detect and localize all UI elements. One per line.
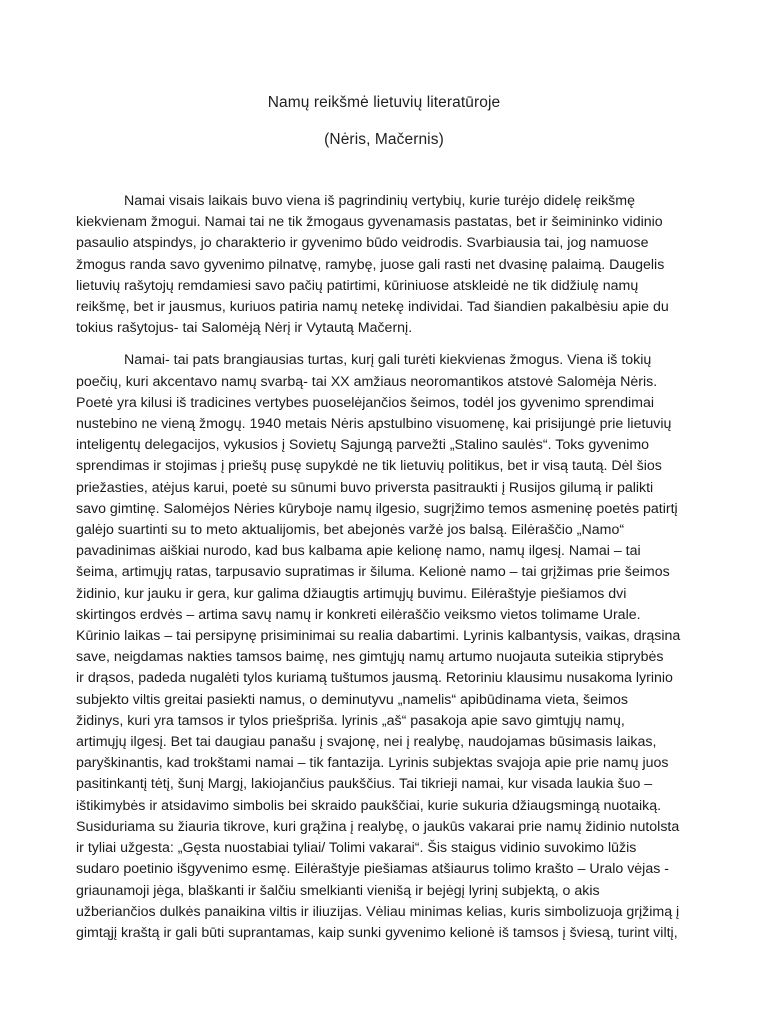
paragraph-line: galėjo suartinti su to meto aktualijomis, bet abejonės varžė jos balsą. Eilėraščio „Namo“ — [76, 522, 625, 539]
paragraph-line: griaunamoji jėga, blaškanti ir šalčiu smelkianti vienišą ir bejėgį lyrinį subjektą, o akis — [76, 882, 600, 899]
paragraph-line: sprendimas ir stojimas į priešų pusę supykdė ne tik lietuvių politikus, bet ir visą tautą. Dėl šios — [76, 458, 662, 475]
paragraph-line: lietuvių rašytojų remdamiesi savo pačių patirtimi, kūriniuose atskleidė ne tik didžiulę namų — [76, 277, 639, 294]
paragraph-line: tokius rašytojus- tai Salomėją Nėrį ir Vytautą Mačernį. — [76, 320, 413, 337]
paragraph-line: inteligentų delegacijos, vykusios į Sovietų Sąjungą parvežti „Stalino saulės“. Toks gyvenimo — [76, 437, 650, 454]
paragraph-line: užberiančios dulkės panaikina viltis ir iliuzijas. Vėliau minimas kelias, kuris simbolizuoja grįžimą į — [76, 903, 680, 920]
paragraph-line: Poetė yra kilusi iš tradicines vertybes puoselėjančios šeimos, todėl jos gyvenimo sprendimai — [76, 394, 655, 411]
paragraph-line: reikšmę, bet ir jausmus, kuriuos patiria namų netekę individai. Tad šiandien pakalbėsiu apie du — [76, 299, 669, 316]
paragraph-line: pavadinimas aiškiai nurodo, kad bus kalbama apie kelionę namo, namų ilgesį. Namai – tai — [76, 543, 641, 560]
paragraph-line: Namai visais laikais buvo viena iš pagrindinių vertybių, kurie turėjo didelę reikšmę — [124, 193, 635, 209]
paragraph-neris — [76, 350, 686, 944]
document-subtitle: (Nėris, Mačernis) — [324, 131, 444, 148]
paragraph-line: ištikimybės ir atsidavimo simbolis bei skraido paukščiai, kurie sukuria džiaugsmingą nuotaiką. — [76, 797, 662, 814]
paragraph-line: pasaulio atspindys, jo charakterio ir gyvenimo būdo veidrodis. Svarbiausia tai, jog namuose — [76, 235, 649, 252]
paragraph-line: ir drąsos, padeda nugalėti tylos kuriamą tuštumos jausmą. Retoriniu klausimu nusakoma lyrinio — [76, 670, 673, 687]
paragraph-line: artimųjų ilgesį. Bet tai daugiau panašu į svajonę, nei į realybę, naudojamas būsimasis laikas, — [76, 734, 657, 751]
paragraph-line: priežasties, atėjus karui, poetė su sūnumi buvo priversta pasitraukti į Rusijos gilumą ir palikti — [76, 479, 654, 496]
paragraph-line: pasitinkantį tėtį, šunį Margį, lakiojančius paukščius. Tai tikrieji namai, kur visada laukia šuo – — [76, 776, 653, 793]
paragraph-line: kiekvienam žmogui. Namai tai ne tik žmogaus gyvenamasis pastatas, bet ir šeimininko vidinio — [76, 214, 663, 231]
paragraph-line: paryškinantis, kad trokštami namai – tik fantazija. Lyrinis subjektas svajoja apie prie namų juos — [76, 755, 669, 772]
paragraph-line: gimtąjį kraštą ir gali būti suprantamas, kaip sunki gyvenimo kelionė iš tamsos į šviesą, turint viltį, — [76, 924, 678, 941]
document-title: Namų reikšmė lietuvių literatūroje — [267, 94, 501, 111]
paragraph-line: šeima, artimųjų ratas, tarpusavio supratimas ir šiluma. Kelionė namo – tai grįžimas prie šeimos — [76, 564, 670, 581]
paragraph-line: sudaro poetinio išgyvenimo esmę. Eilėraštyje piešiamas atšiaurus tolimo krašto – Uralo vėjas - — [76, 861, 669, 878]
paragraph-line: save, neigdamas nakties tamsos baimę, nes gimtųjų namų artumo nuojauta suteikia stiprybės — [76, 649, 664, 666]
paragraph-line: židinys, kuri yra tamsos ir tylos priešpriša. lyrinis „aš“ pasakoja apie savo gimtųjų namų, — [76, 712, 625, 729]
paragraph-line: skirtingos erdvės – artima savų namų ir konkreti eilėraščio veiksmo vietos tolimame Urale. — [76, 606, 641, 623]
paragraph-line: žmogus randa savo gyvenimo pilnatvę, ramybę, juose gali rasti net dvasinę palaimą. Daugelis — [76, 256, 665, 273]
paragraph-line: savo gimtinę. Salomėjos Nėries kūryboje namų ilgesio, sugrįžimo temos asmeninę poetės patirtį — [76, 500, 678, 517]
paragraph-line: poečių, kuri akcentavo namų svarbą- tai XX amžiaus neoromantikos atstovė Salomėja Nėris. — [76, 373, 658, 390]
document-body — [76, 191, 686, 944]
paragraph-line: židinio, kur jauku ir gera, kur galima džiaugtis artimųjų buvimu. Eilėraštyje piešiamos dvi — [76, 585, 627, 602]
paragraph-line: Namai- tai pats brangiausias turtas, kurį gali turėti kiekvienas žmogus. Viena iš tokių — [124, 352, 652, 369]
paragraph-line: Susiduriama su žiauria tikrove, kuri grąžina į realybę, o jaukūs vakarai prie namų židinio nutolsta — [76, 818, 680, 835]
paragraph-line: nustebino ne vieną žmogų. 1940 metais Nėris apstulbino visuomenę, kai prisijungė prie lietuvių — [76, 416, 672, 433]
paragraph-line: subjekto viltis greitai pasiekti namus, o deminutyvu „namelis“ apibūdinama vieta, šeimos — [76, 691, 628, 708]
paragraph-intro — [76, 191, 686, 339]
paragraph-line: ir tyliai užgesta: „Gęsta nuostabiai tyliai/ Tolimi vakarai“. Šis staigus vidinio suvokimo lūžis — [76, 840, 637, 857]
paragraph-line: Kūrinio laikas – tai persipynę prisiminimai su realia dabartimi. Lyrinis kalbantysis, vaikas, drąsina — [76, 628, 681, 645]
